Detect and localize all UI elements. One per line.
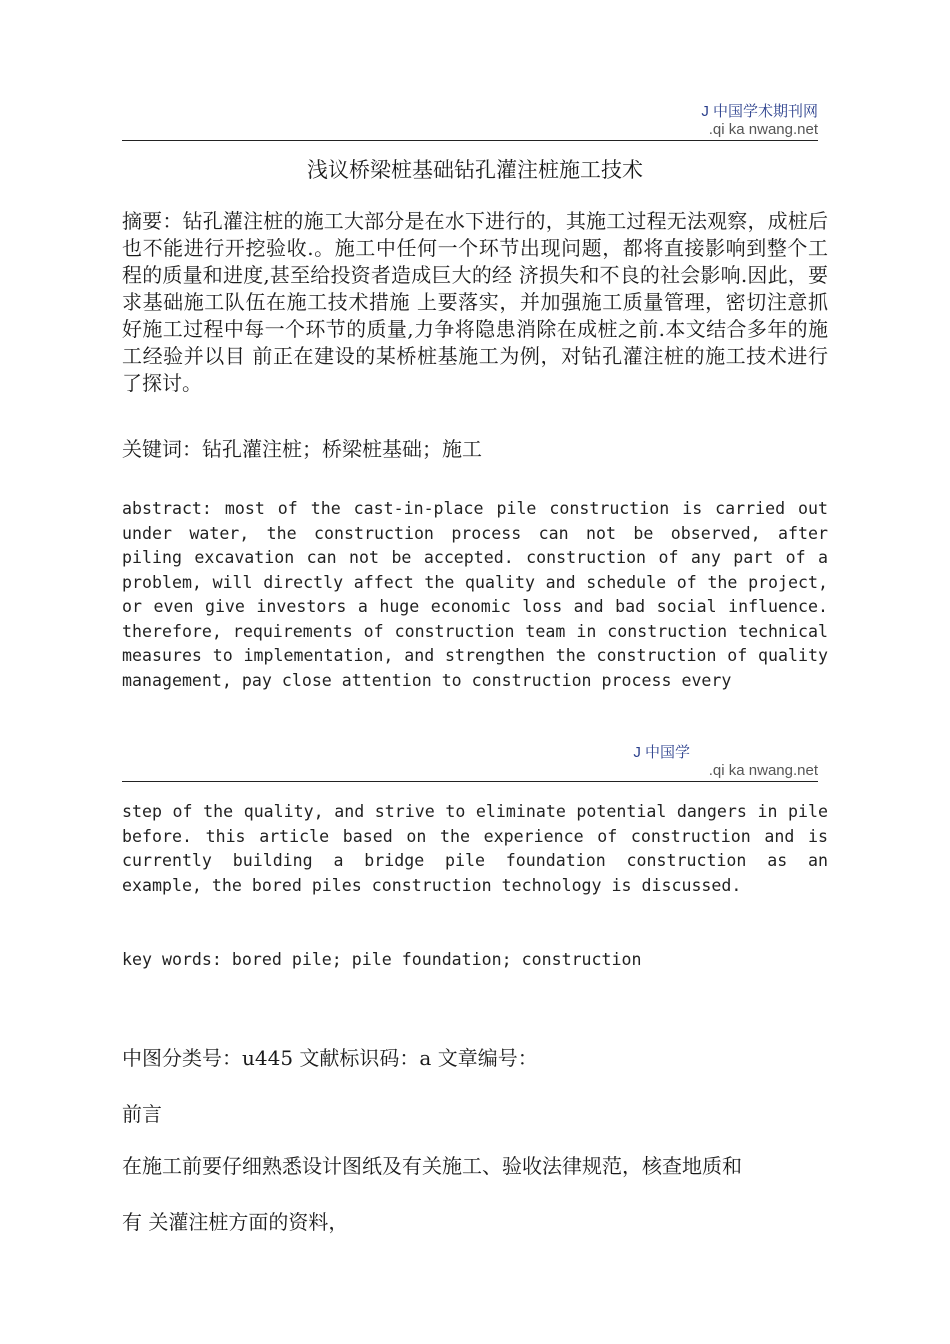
classification-line: 中图分类号：u445 文献标识码：a 文章编号： — [122, 1046, 538, 1070]
abstract-chinese: 摘要：钻孔灌注桩的施工大部分是在水下进行的，其施工过程无法观察，成桩后也不能进行开挖验收.。施工中任何一个环节出现问题，都将直接影响到整个工程的质量和进度,甚至给投资者造成巨大的经 济损失和不良的社会影响.因此，要求基础施工队伍在施工技术措施 上要落实，并加强施工质量管理，密切注意抓好施工过程中每一个环节的质量,力争将隐患消除在成桩之前.本文结合多年的施工经验并以目 前正在建设的某桥桩基施工为例，对钻孔灌注桩的施工技术进行了探讨。 — [122, 209, 828, 395]
keywords-english: key words: bored pile; pile foundation; construction — [122, 950, 642, 969]
body-paragraph-1: 在施工前要仔细熟悉设计图纸及有关施工、验收法律规范，核查地质和 — [122, 1154, 742, 1178]
abstract-english-part1: abstract: most of the cast-in-place pile construction is carried out under water, the construction process can not be observed, after piling excavation can not be accepted. construction of any part of a problem, will directly affect the quality and schedule of the project, or even give investors a huge economic loss and bad social influence. therefore, requirements of construction team in construction technical measures to implementation, and strengthen the construction of quality management, pay close attention to construction process every — [122, 499, 828, 690]
page-header — [122, 103, 818, 141]
article-title: 浅议桥梁桩基础钻孔灌注桩施工技术 — [307, 158, 643, 182]
body-paragraph-2: 有 关灌注桩方面的资料， — [122, 1210, 349, 1234]
keywords-chinese: 关键词：钻孔灌注桩；桥梁桩基础；施工 — [122, 437, 482, 461]
page-header-repeat — [122, 744, 818, 782]
abstract-english-part2: step of the quality, and strive to eliminate potential dangers in pile before. this article based on the experience of construction and is currently building a bridge pile foundation construction as an example, the bored piles construction technology is discussed. — [122, 802, 828, 895]
journal-url: .qi ka nwang.net — [708, 121, 818, 138]
journal-url-repeat: .qi ka nwang.net — [708, 762, 818, 779]
preface-heading: 前言 — [122, 1102, 162, 1126]
journal-brand: J 中国学术期刊网 — [701, 103, 818, 120]
journal-brand-truncated: J 中国学 — [633, 744, 690, 761]
